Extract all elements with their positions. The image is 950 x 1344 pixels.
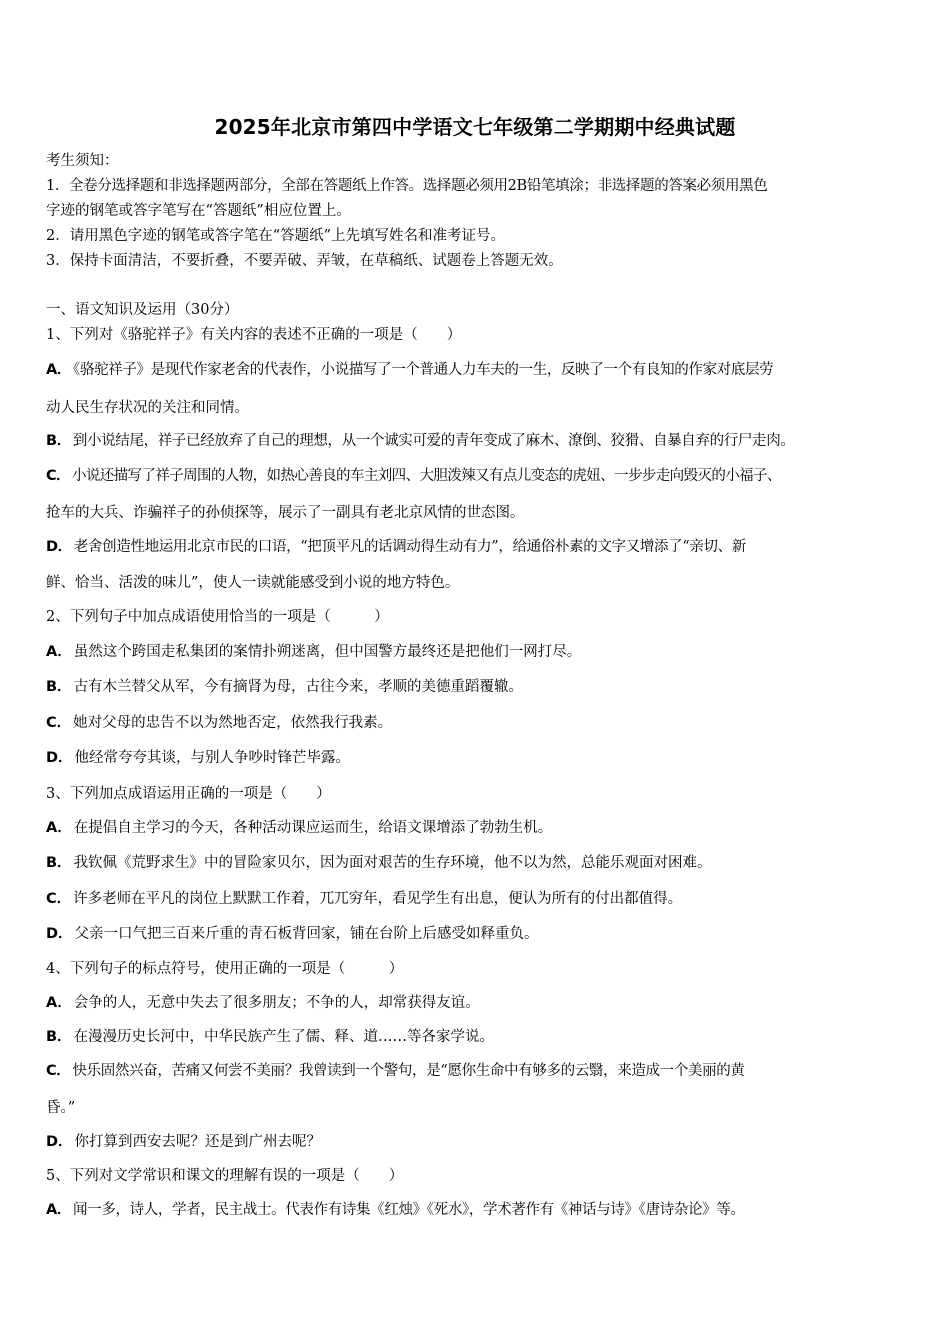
option-letter: A． (46, 362, 72, 378)
option-c-continued: 抢车的大兵、诈骗祥子的孙侦探等，展示了一副具有老北京风情的世态图。 (46, 505, 525, 521)
option-text: 她对父母的忠告不以为然地否定，依然我行我素。 (73, 715, 393, 731)
option-d (46, 747, 350, 769)
option-b (46, 676, 523, 698)
notice-heading: 考生须知： (46, 153, 119, 169)
option-a-continued: 动人民生存状况的关注和同情。 (46, 400, 249, 416)
option-letter: B． (46, 1029, 72, 1045)
option-b (46, 852, 712, 874)
option-text: 父亲一口气把三百来斤重的青石板背回家，铺在台阶上后感受如释重负。 (74, 926, 539, 942)
option-letter: B． (46, 433, 71, 449)
question-stem: 2、下列句子中加点成语使用恰当的一项是（ ） (46, 609, 389, 625)
page-title: 2025年北京市第四中学语文七年级第二学期期中经典试题 (214, 115, 736, 139)
option-d (46, 536, 746, 558)
section-heading: 一、语文知识及运用（30分） (46, 302, 239, 318)
option-text: 会争的人，无意中失去了很多朋友；不争的人，却常获得友谊。 (73, 995, 480, 1011)
question-stem: 3、下列加点成语运用正确的一项是（ ） (46, 786, 331, 802)
question-stem: 4、下列句子的标点符号，使用正确的一项是（ ） (46, 961, 404, 977)
option-text: 我钦佩《荒野求生》中的冒险家贝尔，因为面对艰苦的生存环境，他不以为然，总能乐观面对困难。 (73, 855, 712, 871)
option-letter: A． (46, 820, 72, 836)
option-c-continued: 昏。” (46, 1100, 76, 1116)
option-d (46, 1131, 321, 1153)
option-letter: C． (46, 468, 70, 484)
option-text: 他经常夸夸其谈，与别人争吵时锋芒毕露。 (74, 750, 351, 766)
option-letter: D． (46, 750, 73, 766)
option-letter: C． (46, 1063, 71, 1079)
option-letter: A． (46, 1202, 72, 1218)
option-letter: B． (46, 855, 72, 871)
option-d (46, 923, 539, 945)
option-text: 虽然这个跨国走私集团的案情扑朔迷离，但中国警方最终还是把他们一网打尽。 (73, 644, 582, 660)
option-text: 小说还描写了祥子周围的人物，如热心善良的车主刘四、大胆泼辣又有点儿变态的虎妞、一步步走向毁灭的小福子、 (71, 468, 781, 484)
option-a (46, 359, 773, 381)
option-letter: A． (46, 644, 72, 660)
option-text: 你打算到西安去呢？还是到广州去呢？ (74, 1134, 322, 1150)
notice-item: 字迹的钢笔或答字笔写在“答题纸”相应位置上。 (46, 203, 351, 219)
option-c (46, 712, 392, 734)
option-d-continued: 鲜、恰当、活泼的味儿”，使人一读就能感受到小说的地方特色。 (46, 575, 460, 591)
option-text: 在提倡自主学习的今天，各种活动课应运而生，给语文课增添了勃勃生机。 (73, 820, 553, 836)
option-a (46, 641, 581, 663)
option-c (46, 465, 781, 487)
notice-item: 1．全卷分选择题和非选择题两部分，全部在答题纸上作答。选择题必须用2B铅笔填涂；非选择题的答案必须用黑色 (46, 178, 768, 194)
option-text: 老舍创造性地运用北京市民的口语，“把顶平凡的话调动得生动有力”，给通俗朴素的文字又增添了“亲切、新 (73, 539, 746, 555)
option-b (46, 1026, 494, 1048)
option-text: 快乐固然兴奋，苦痛又何尝不美丽？我曾读到一个警句，是“愿你生命中有够多的云翳，来造成一个美丽的黄 (72, 1063, 745, 1079)
question-stem: 1、下列对《骆驼祥子》有关内容的表述不正确的一项是（ ） (46, 327, 462, 343)
option-letter: C． (46, 715, 72, 731)
option-text: 许多老师在平凡的岗位上默默工作着，兀兀穷年，看见学生有出息，便认为所有的付出都值得。 (73, 891, 683, 907)
option-text: 到小说结尾，祥子已经放弃了自己的理想，从一个诚实可爱的青年变成了麻木、潦倒、狡猾、自暴自弃的行尸走肉。 (72, 433, 795, 449)
option-letter: D． (46, 539, 72, 555)
option-letter: A． (46, 995, 72, 1011)
option-a (46, 1199, 745, 1221)
notice-item: 3．保持卡面清洁，不要折叠，不要弄破、弄皱，在草稿纸、试题卷上答题无效。 (46, 253, 563, 269)
option-letter: B． (46, 679, 72, 695)
option-c (46, 888, 682, 910)
option-text: 在漫漫历史长河中，中华民族产生了儒、释、道……等各家学说。 (73, 1029, 495, 1045)
option-letter: C． (46, 891, 72, 907)
option-b (46, 430, 795, 452)
option-letter: D． (46, 926, 73, 942)
notice-item: 2．请用黑色字迹的钢笔或答字笔在“答题纸”上先填写姓名和准考证号。 (46, 228, 506, 244)
option-a (46, 992, 480, 1014)
option-letter: D． (46, 1134, 73, 1150)
option-text: 闻一多，诗人，学者，民主战士。代表作有诗集《红烛》《死水》，学术著作有《神话与诗》《唐诗杂论》等。 (73, 1202, 745, 1218)
option-text: 古有木兰替父从军，今有摘肾为母，古往今来，孝顺的美德重蹈覆辙。 (73, 679, 524, 695)
option-a (46, 817, 552, 839)
question-stem: 5、下列对文学常识和课文的理解有误的一项是（ ） (46, 1168, 404, 1184)
option-text: 《骆驼祥子》是现代作家老舍的代表作，小说描写了一个普通人力车夫的一生，反映了一个有良知的作家对底层劳 (73, 362, 774, 378)
option-c (46, 1060, 745, 1082)
